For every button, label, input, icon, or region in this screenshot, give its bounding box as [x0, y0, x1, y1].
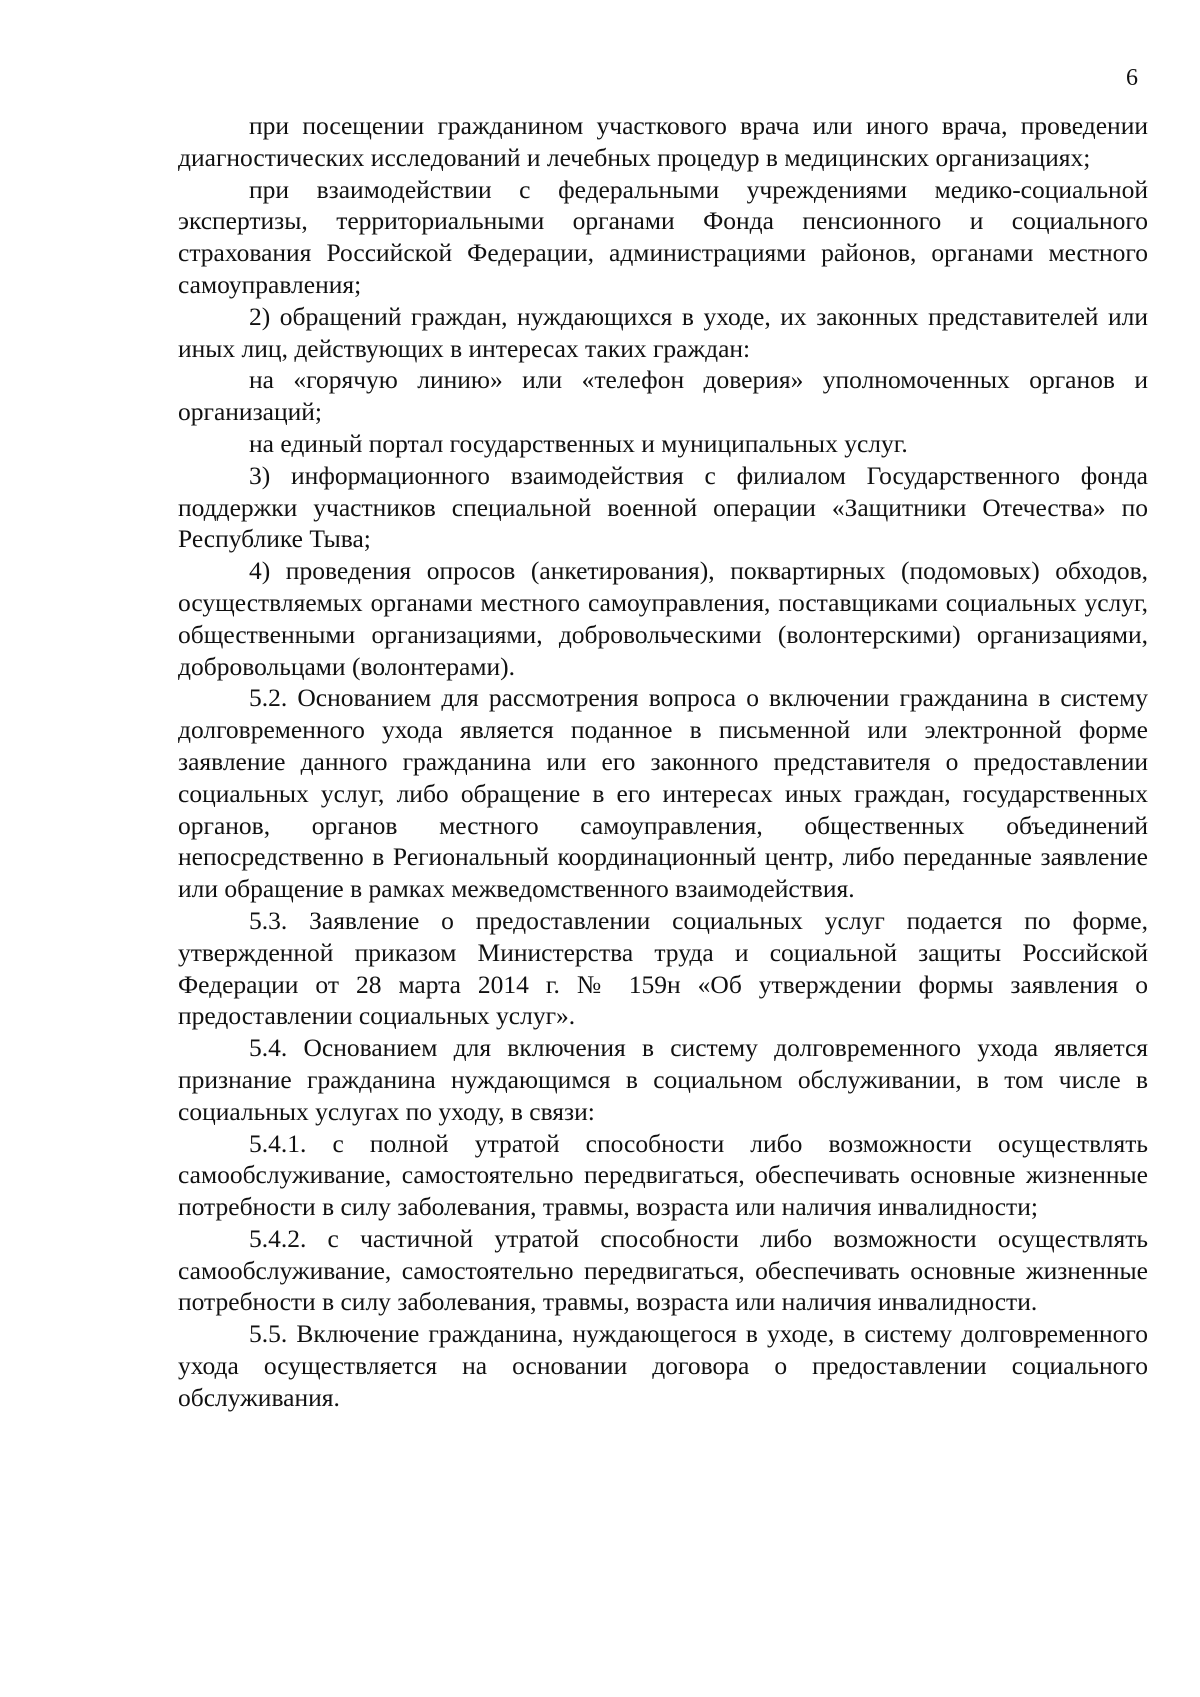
paragraph: 5.3. Заявление о предоставлении социальных услуг подается по форме, утвержденной приказом Министерства труда и социальной защиты Российской Федерации от 28 марта 2014 г. № 159н «Об утверждении формы заявления о предоставлении социальных услуг».: [178, 905, 1148, 1031]
paragraph: 3) информационного взаимодействия с филиалом Государственного фонда поддержки участников специальной военной операции «Защитники Отечества» по Республике Тыва;: [178, 460, 1148, 554]
paragraph: 2) обращений граждан, нуждающихся в уходе, их законных представителей или иных лиц, действующих в интересах таких граждан:: [178, 301, 1148, 363]
paragraph: 5.4.2. с частичной утратой способности либо возможности осуществлять самообслуживание, самостоятельно передвигаться, обеспечивать основные жизненные потребности в силу заболевания, травмы, возраста или наличия инвалидности.: [178, 1223, 1148, 1317]
paragraph: при взаимодействии с федеральными учреждениями медико-социальной экспертизы, территориальными органами Фонда пенсионного и социального страхования Российской Федерации, администрациями районов, органами местного самоуправления;: [178, 174, 1148, 299]
paragraph: при посещении гражданином участкового врача или иного врача, проведении диагностических исследований и лечебных процедур в медицинских организациях;: [178, 111, 1148, 172]
paragraph: на единый портал государственных и муниципальных услуг.: [249, 428, 908, 458]
paragraph: 4) проведения опросов (анкетирования), поквартирных (подомовых) обходов, осуществляемых органами местного самоуправления, поставщиками социальных услуг, общественными организациями, добровольческими (волонтерскими) организациями, добровольцами (волонтерами).: [178, 556, 1148, 681]
document-body: [178, 110, 1148, 1414]
paragraph: 5.5. Включение гражданина, нуждающегося в уходе, в систему долговременного ухода осуществляется на основании договора о предоставлении социального обслуживания.: [178, 1319, 1148, 1412]
paragraph: 5.2. Основанием для рассмотрения вопроса о включении гражданина в систему долговременного ухода является поданное в письменной или электронной форме заявление данного гражданина или его законного представителя о предоставлении социальных услуг, либо обращение в его интересах иных граждан, государственных органов, органов местного самоуправления, общественных объединений непосредственно в Региональный координационный центр, либо переданные заявление или обращение в рамках межведомственного взаимодействия.: [178, 683, 1148, 904]
page-number: 6: [1126, 65, 1138, 91]
paragraph: 5.4.1. с полной утратой способности либо возможности осуществлять самообслуживание, самостоятельно передвигаться, обеспечивать основные жизненные потребности в силу заболевания, травмы, возраста или наличия инвалидности;: [178, 1128, 1148, 1222]
paragraph: 5.4. Основанием для включения в систему долговременного ухода является признание гражданина нуждающимся в социальном обслуживании, в том числе в социальных услугах по уходу, в связи:: [178, 1033, 1148, 1126]
paragraph: на «горячую линию» или «телефон доверия» уполномоченных органов и организаций;: [178, 365, 1148, 427]
